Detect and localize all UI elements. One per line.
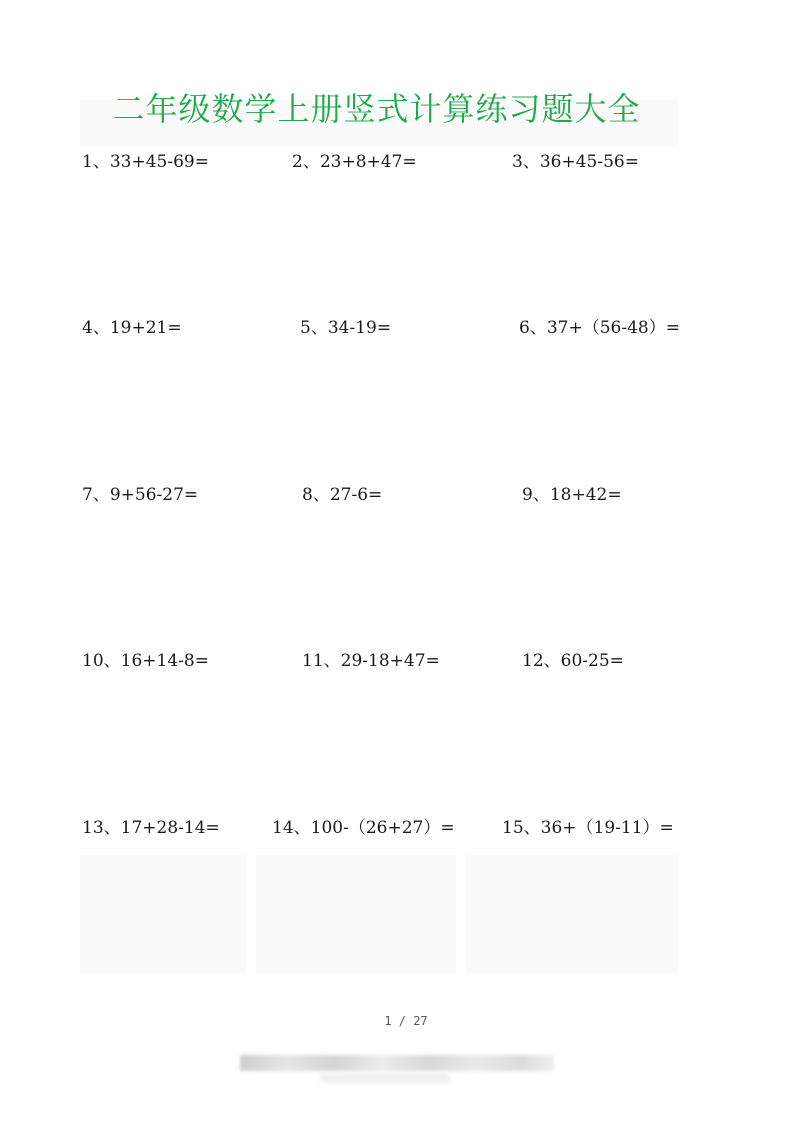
blurred-footer-text <box>240 1055 554 1071</box>
page-title: 二年级数学上册竖式计算练习题大全 <box>112 90 641 128</box>
problem-5: 5、34-19= <box>300 318 392 338</box>
faint-background-block-bottom-right <box>466 855 678 973</box>
page-indicator: 1 / 27 <box>384 1014 428 1028</box>
problem-4: 4、19+21= <box>82 318 182 338</box>
problem-2: 2、23+8+47= <box>292 152 417 172</box>
problem-7: 7、9+56-27= <box>82 485 199 505</box>
problem-6: 6、37+（56-48）= <box>519 318 680 338</box>
blurred-footer-text-secondary <box>320 1073 450 1083</box>
problem-1: 1、33+45-69= <box>82 152 209 172</box>
problem-10: 10、16+14-8= <box>82 651 209 671</box>
problem-13: 13、17+28-14= <box>82 818 220 838</box>
problem-8: 8、27-6= <box>302 485 383 505</box>
problem-11: 11、29-18+47= <box>302 651 440 671</box>
problem-14: 14、100-（26+27）= <box>272 818 455 838</box>
problem-12: 12、60-25= <box>522 651 624 671</box>
faint-background-block-bottom-left <box>80 855 246 973</box>
problem-9: 9、18+42= <box>522 485 622 505</box>
faint-background-block-bottom-mid <box>256 855 456 973</box>
problem-15: 15、36+（19-11）= <box>502 818 674 838</box>
problem-3: 3、36+45-56= <box>512 152 639 172</box>
